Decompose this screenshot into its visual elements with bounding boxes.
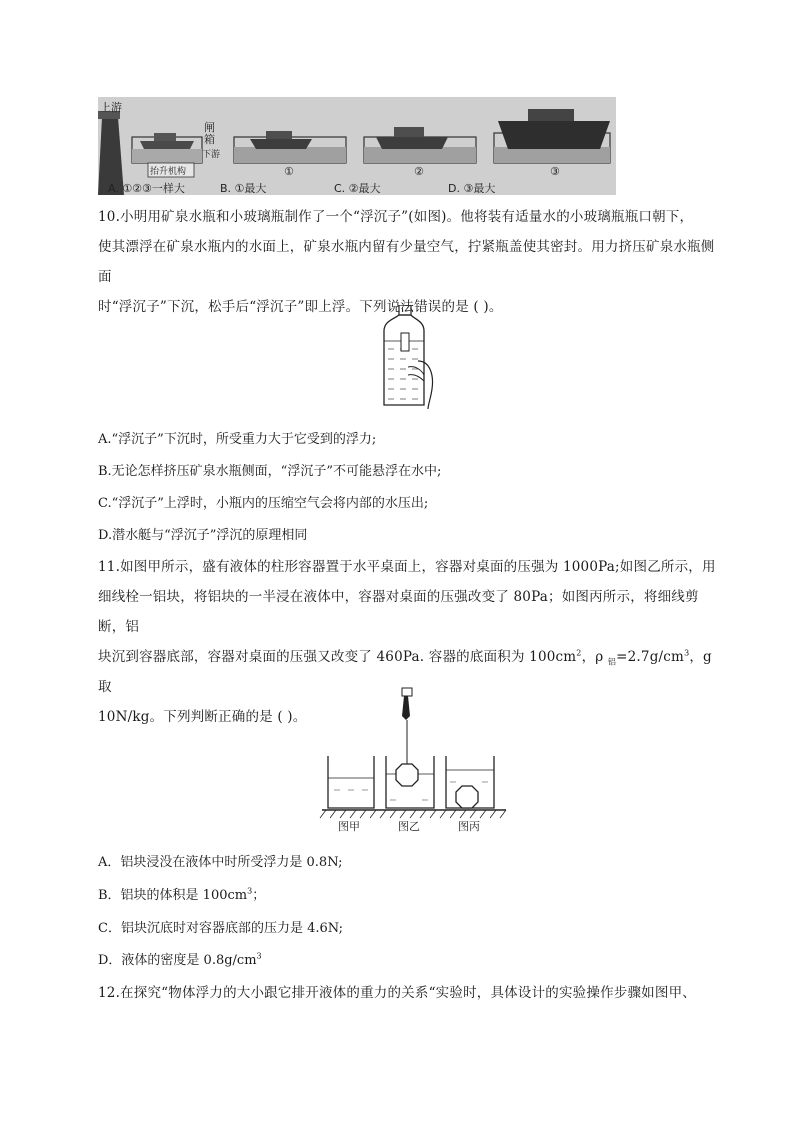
lift-label: 抬升机构 (150, 167, 187, 177)
q11-line-4: 10N/kg。下列判断正确的是 ( )。 (98, 709, 307, 725)
q11-line-3-d: =2.7g/cm (616, 649, 685, 665)
downstream-label: 下游 (202, 150, 221, 160)
gate-b-label: 箱 (204, 133, 215, 146)
bottle-diagram (378, 305, 438, 410)
ships-option-b: B. ①最大 (220, 182, 267, 195)
ships-option-c: C. ②最大 (334, 182, 381, 195)
q11-line-1: 11.如图甲所示，盛有液体的柱形容器置于水平桌面上，容器对桌面的压强为 1000Pa;如图乙所示，用 (98, 559, 716, 575)
gate-top-label: 上游 (100, 101, 122, 114)
containers-figure (318, 686, 510, 834)
q10-option-a: A.“浮沉子”下沉时，所受重力大于它受到的浮力; (98, 432, 377, 447)
fig-jia-label: 图甲 (338, 820, 360, 833)
containers-diagram (318, 686, 510, 834)
q10-line-2: 使其漂浮在矿泉水瓶内的水面上，矿泉水瓶内留有少量空气，拧紧瓶盖使其密封。用力挤压矿泉水瓶侧面 (98, 239, 715, 285)
q10-option-b: B.无论怎样挤压矿泉水瓶侧面，“浮沉子”不可能悬浮在水中; (98, 464, 442, 479)
ships-option-d: D. ③最大 (448, 182, 496, 195)
fig-yi-label: 图乙 (398, 820, 420, 833)
q11-option-d-sup: 3 (256, 951, 262, 961)
ship-lift-diagram (98, 97, 616, 195)
bottle-figure (378, 305, 438, 410)
q10-line-3: 时“浮沉子”下沉，松手后“浮沉子”即上浮。下列说法错误的是 ( )。 (98, 299, 503, 315)
q11-line-3-a: 块沉到容器底部，容器对桌面的压强又改变了 460Pa. 容器的底面积为 100cm (98, 649, 577, 665)
q11-line-3-e: ，g 取 (98, 649, 712, 695)
q10-line-1: 10.小明用矿泉水瓶和小玻璃瓶制作了一个“浮沉子”(如图)。他将装有适量水的小玻璃瓶瓶口朝下， (98, 209, 694, 225)
q11-option-b (98, 886, 265, 906)
q11-option-d-text: D．液体的密度是 0.8g/cm (98, 953, 257, 968)
q11-option-a: A．铝块浸没在液体中时所受浮力是 0.8N; (98, 855, 343, 870)
question-12 (98, 978, 718, 1008)
q11-line-3-sup3: 3 (684, 648, 690, 658)
q11-line-3-sub: 铝 (607, 657, 617, 667)
q11-option-b-sup: 3 (247, 886, 253, 896)
q12-line-1: 12.在探究“物体浮力的大小跟它排开液体的重力的关系“实验时，具体设计的实验操作步骤如图甲、 (98, 985, 696, 1001)
tank-2-label: ② (414, 165, 424, 178)
q11-line-3-b: ，ρ (581, 649, 608, 665)
tank-1-label: ① (284, 165, 294, 178)
ships-option-a: A. ①②③一样大 (108, 182, 185, 195)
q11-line-3-sup: 2 (576, 648, 582, 658)
ship-lift-figure (98, 97, 616, 195)
tank-3-label: ③ (550, 165, 560, 178)
q11-option-c: C．铝块沉底时对容器底部的压力是 4.6N; (98, 921, 344, 936)
q11-line-2: 细线栓一铝块，将铝块的一半浸在液体中，容器对桌面的压强改变了 80Pa；如图丙所示，将细线剪断，铝 (98, 589, 699, 635)
question-10 (98, 202, 718, 322)
q10-option-d: D.潜水艇与“浮沉子”浮沉的原理相同 (98, 528, 308, 543)
fig-bing-label: 图丙 (458, 820, 480, 833)
gate-a-label: 闸 (204, 121, 215, 134)
q11-option-b-text: B．铝块的体积是 100cm (98, 888, 248, 903)
q10-option-c: C.“浮沉子”上浮时，小瓶内的压缩空气会将内部的水压出; (98, 496, 429, 511)
q11-option-d (98, 951, 262, 971)
q11-option-b-end: ； (252, 888, 266, 903)
